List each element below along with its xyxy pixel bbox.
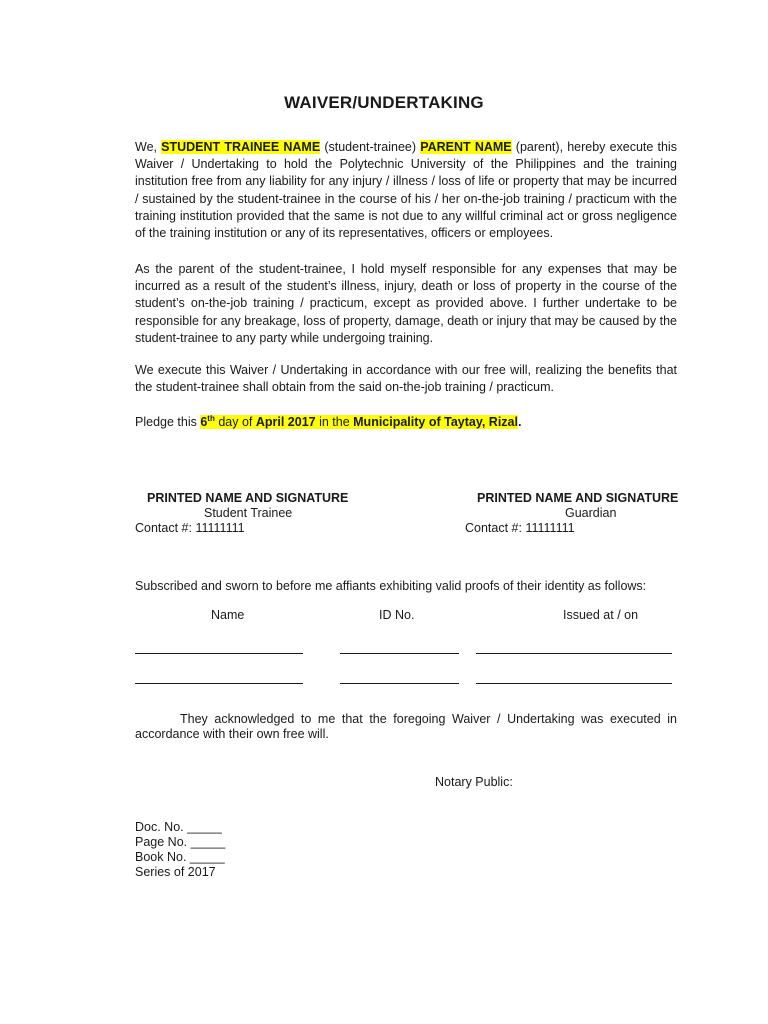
pledge-place: Municipality of Taytay, Rizal — [353, 415, 518, 429]
acknowledgment-text: They acknowledged to me that the foregoing Waiver / Undertaking was executed in accordance with their own free will. — [135, 712, 677, 741]
blank-name-line — [135, 683, 303, 684]
column-header-name: Name — [211, 608, 245, 622]
notarial-doc-info — [135, 820, 225, 880]
paragraph-waiver — [135, 139, 677, 242]
notary-public-label: Notary Public: — [435, 775, 513, 789]
pledge-day-suffix: th — [207, 413, 215, 423]
page-no: Page No. _____ — [135, 835, 226, 849]
signature-role: Student Trainee — [204, 506, 293, 520]
signature-block-student — [135, 491, 365, 536]
pledge-text-2: day of — [214, 415, 256, 429]
pledge-text-3: in the — [315, 415, 354, 429]
pledge-month-year: April 2017 — [255, 415, 316, 429]
parent-name-field: PARENT NAME — [420, 140, 512, 154]
signature-heading: PRINTED NAME AND SIGNATURE — [477, 491, 679, 505]
p1-text-1: We, — [135, 140, 162, 154]
sworn-statement: Subscribed and sworn to before me affiants exhibiting valid proofs of their identity as follows: — [135, 579, 647, 593]
blank-id-line — [340, 683, 459, 684]
paragraph-parent-responsibility: As the parent of the student-trainee, I hold myself responsible for any expenses that may be incurred as a result of the student’s illness, injury, death or loss of property in the course of the student’s on-the-job training / practicum, except as provided above. I further undertake to be responsible for any breakage, loss of property, damage, death or injury that may be caused by the student-trainee to any party while undergoing training. — [135, 262, 677, 345]
doc-no: Doc. No. _____ — [135, 820, 222, 834]
blank-issued-line — [476, 653, 672, 654]
pledge-line — [135, 414, 677, 431]
book-no: Book No. _____ — [135, 850, 225, 864]
column-header-id-no: ID No. — [379, 608, 415, 622]
blank-issued-line — [476, 683, 672, 684]
student-trainee-name-field: STUDENT TRAINEE NAME — [161, 140, 321, 154]
blank-name-line — [135, 653, 303, 654]
series: Series of 2017 — [135, 865, 216, 879]
signature-contact: Contact #: 11111111 — [135, 521, 245, 535]
signature-contact: Contact #: 11111111 — [465, 521, 575, 535]
pledge-day: 6 — [200, 415, 208, 429]
paragraph-free-will: We execute this Waiver / Undertaking in accordance with our free will, realizing the benefits that the student-trainee shall obtain from the said on-the-job training / practicum. — [135, 363, 677, 395]
p1-text-2: (student-trainee) — [320, 140, 421, 154]
acknowledgment-paragraph — [135, 712, 677, 742]
pledge-period: . — [517, 415, 522, 429]
column-header-issued: Issued at / on — [563, 608, 639, 622]
blank-id-line — [340, 653, 459, 654]
signature-role: Guardian — [565, 506, 617, 520]
signature-block-guardian — [465, 491, 685, 536]
p1-text-3: (parent), hereby execute this Waiver / Undertaking to hold the Polytechnic University of the Philippines and the training institution free from any liability for any injury / illness / loss of life or property that may be incurred / sustained by the student-trainee in the course of his / her on-the-job training / practicum with the training institution provided that the same is not due to any willful criminal act or gross negligence of the training institution or any of its representatives, officers or employees. — [135, 140, 677, 241]
pledge-text-1: Pledge this — [135, 415, 201, 429]
signature-heading: PRINTED NAME AND SIGNATURE — [147, 491, 349, 505]
document-title: WAIVER/UNDERTAKING — [284, 93, 484, 112]
